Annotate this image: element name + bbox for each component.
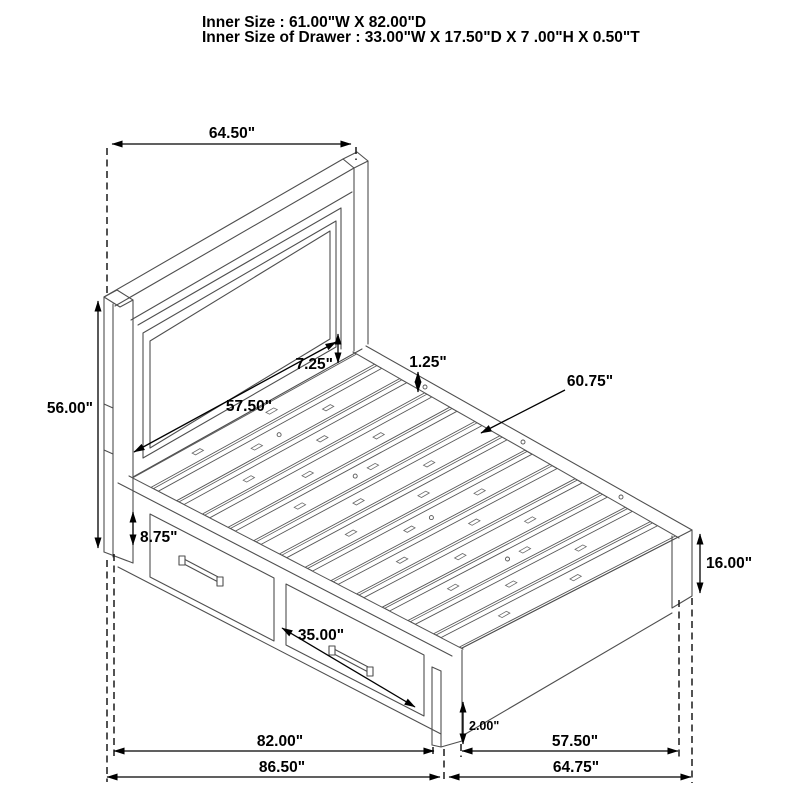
dim-overall-length-label: 86.50" <box>258 759 306 776</box>
dim-overall-width-label: 64.75" <box>552 759 600 776</box>
drawer-1-handle <box>179 556 223 586</box>
right-leg <box>672 530 692 608</box>
dim-leg-clearance-label: 2.00" <box>469 719 500 733</box>
dim-foot-inner-width-label: 57.50" <box>551 733 599 750</box>
dim-slat-length-label: 60.75" <box>566 373 614 390</box>
drawer-2-handle <box>329 646 373 676</box>
dim-drawer-width-label: 35.00" <box>297 627 345 644</box>
inner-size-drawer-line: Inner Size of Drawer : 33.00"W X 17.50"D X 7 .00"H X 0.50"T <box>202 29 640 46</box>
inner-size-line: Inner Size : 61.00"W X 82.00"D <box>202 14 427 31</box>
slat-length-dim-line <box>481 390 565 433</box>
dim-drawer-height-label: 8.75" <box>140 529 178 546</box>
slat-deck <box>118 346 692 656</box>
slats <box>133 354 678 648</box>
dim-panel-gap-label: 7.25" <box>295 356 333 373</box>
dim-side-rail-length-label: 82.00" <box>256 733 304 750</box>
dim-rail-lip-label: 1.25" <box>409 354 447 371</box>
dim-panel-width-label: 57.50" <box>225 398 273 415</box>
dim-headboard-height-label: 56.00" <box>46 400 93 417</box>
dim-footboard-height-label: 16.00" <box>706 555 753 572</box>
front-left-leg <box>432 650 462 747</box>
header-text <box>202 14 640 46</box>
dim-headboard-width-label: 64.50" <box>208 125 256 142</box>
